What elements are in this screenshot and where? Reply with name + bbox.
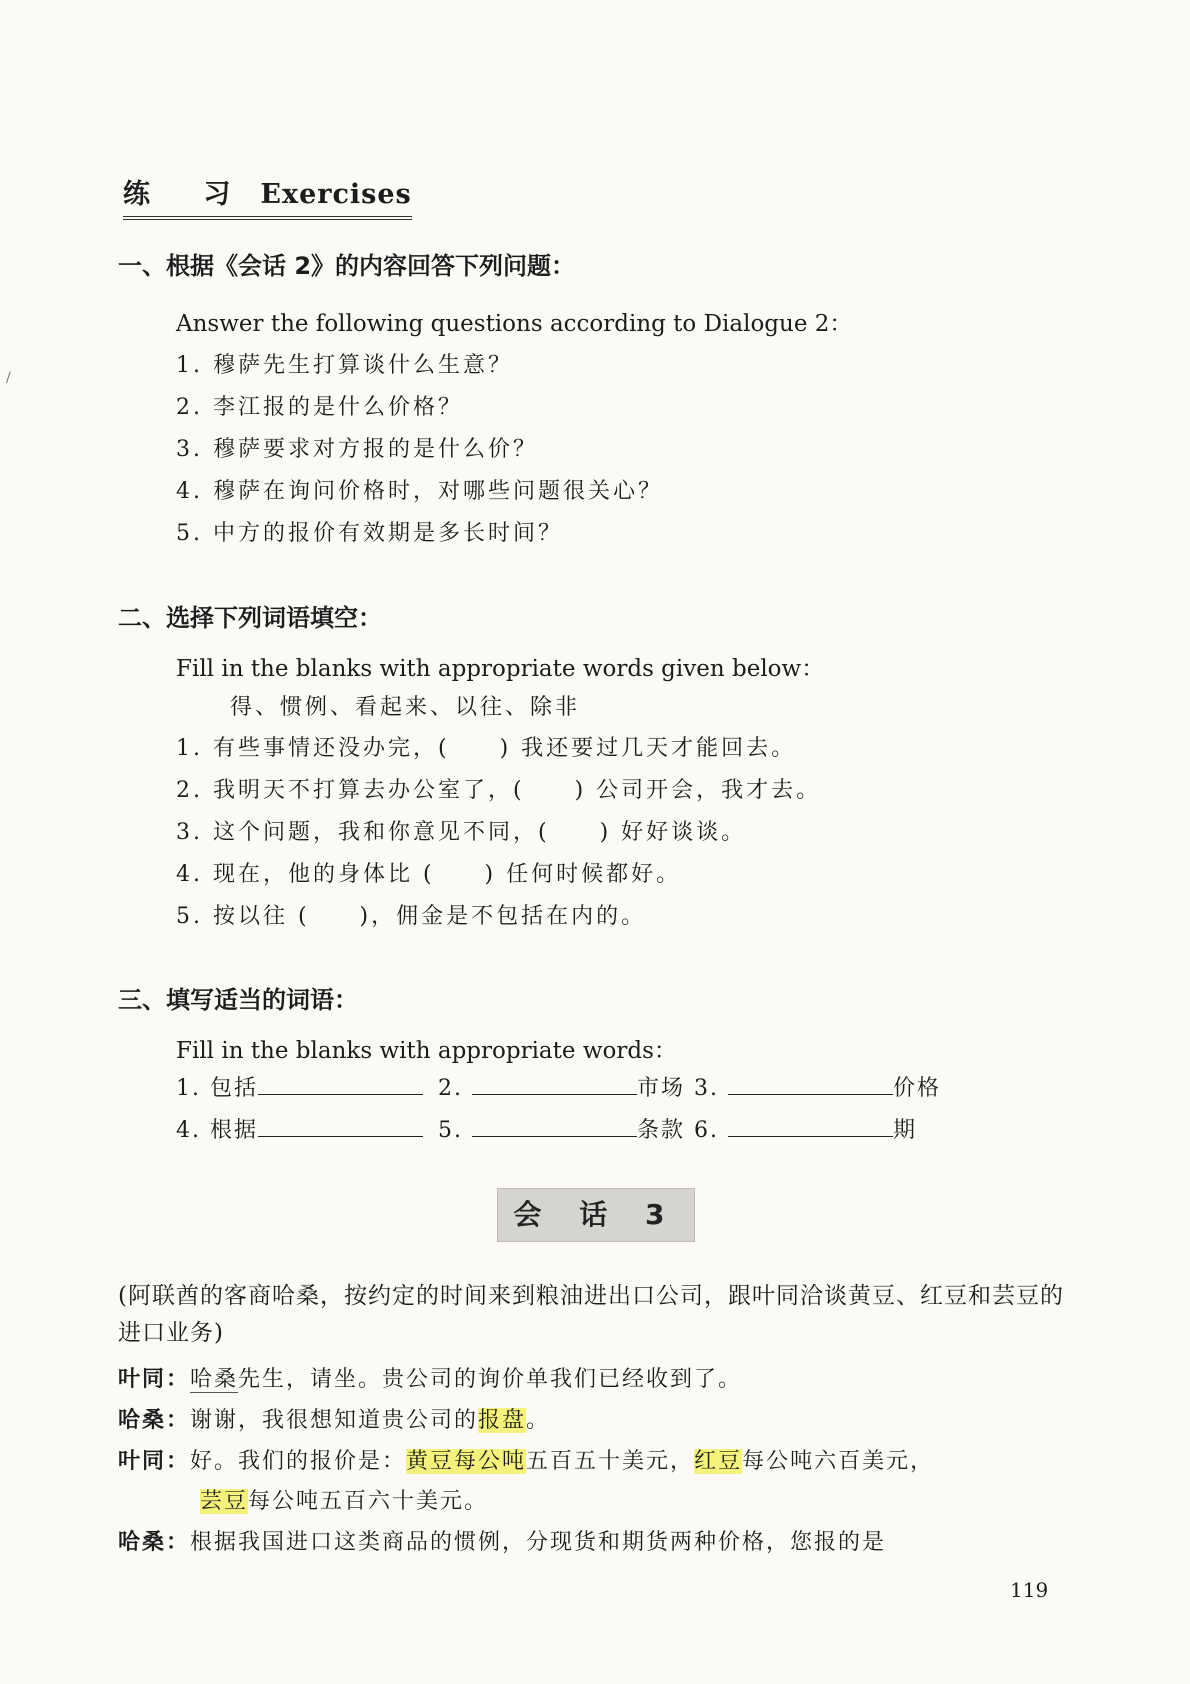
row1-suffix-b: 市场 xyxy=(636,1076,685,1101)
section2-item-1: 1. 有些事情还没办完，( ) 我还要过几天才能回去。 xyxy=(176,736,797,761)
section2-item-3: 3. 这个问题，我和你意见不同，( ) 好好谈谈。 xyxy=(176,820,747,845)
speaker: 叶同： xyxy=(118,1448,191,1474)
speaker: 哈桑： xyxy=(118,1407,191,1433)
scan-mark: / xyxy=(6,370,11,386)
section1-item-2: 2. 李江报的是什么价格？ xyxy=(176,395,463,420)
dialogue-line-4 xyxy=(118,1525,886,1556)
highlighted-term: 报盘 xyxy=(478,1408,527,1433)
highlighted-term: 红豆 xyxy=(694,1449,743,1474)
title-en: Exercises xyxy=(260,179,412,210)
blank-4[interactable] xyxy=(258,1116,423,1137)
line-text: 先生，请坐。贵公司的询价单我们已经收到了。 xyxy=(238,1367,743,1392)
page-title xyxy=(123,172,412,220)
section1-heading: 一、根据《会话 2》的内容回答下列问题： xyxy=(118,252,576,280)
page-number: 119 xyxy=(1010,1578,1049,1602)
section1-item-1: 1. 穆萨先生打算谈什么生意？ xyxy=(176,353,513,378)
section2-word-bank: 得、惯例、看起来、以往、除非 xyxy=(230,695,581,720)
dialogue-context: (阿联酋的客商哈桑，按约定的时间来到粮油进出口公司，跟叶同洽谈黄豆、红豆和芸豆的进口业务) xyxy=(118,1283,1064,1346)
speaker: 叶同： xyxy=(118,1366,191,1392)
blank-2[interactable] xyxy=(472,1074,637,1095)
row1-label-a: 1. 包括 xyxy=(176,1076,258,1101)
underlined-name: 哈桑 xyxy=(190,1367,239,1392)
line-text: 每公吨五百六十美元。 xyxy=(248,1489,489,1514)
line-text-end: 。 xyxy=(526,1408,551,1433)
line-text: 根据我国进口这类商品的惯例，分现货和期货两种价格，您报的是 xyxy=(190,1530,887,1555)
blank-5[interactable] xyxy=(472,1116,637,1137)
section3-row-2 xyxy=(176,1113,917,1144)
row2-label-a: 4. 根据 xyxy=(176,1118,258,1143)
row1-label-c: 3. xyxy=(694,1076,719,1101)
line-text: 五百五十美元， xyxy=(526,1449,695,1474)
highlighted-term: 芸豆 xyxy=(200,1489,249,1514)
line-text: 每公吨六百美元， xyxy=(742,1449,935,1474)
section1-item-4: 4. 穆萨在询问价格时，对哪些问题很关心？ xyxy=(176,479,663,504)
row1-suffix-c: 价格 xyxy=(893,1076,942,1101)
dialogue-banner: 会 话 3 xyxy=(497,1188,695,1242)
blank-3[interactable] xyxy=(728,1074,893,1095)
section2-heading: 二、选择下列词语填空： xyxy=(118,604,382,632)
section3-heading: 三、填写适当的词语： xyxy=(118,986,358,1014)
section3-row-1 xyxy=(176,1071,941,1102)
title-zh: 练 习 xyxy=(123,179,253,210)
section2-item-2: 2. 我明天不打算去办公室了，( ) 公司开会，我才去。 xyxy=(176,778,822,803)
dialogue-line-3-cont xyxy=(200,1484,488,1515)
dialogue-line-3 xyxy=(118,1444,934,1475)
blank-1[interactable] xyxy=(258,1074,423,1095)
highlighted-term: 黄豆每公吨 xyxy=(406,1449,527,1474)
line-text: 谢谢，我很想知道贵公司的 xyxy=(190,1408,479,1433)
row2-label-b: 5. xyxy=(437,1118,463,1143)
section1-instruction: Answer the following questions according to Dialogue 2： xyxy=(176,311,853,337)
line-text: 好。我们的报价是： xyxy=(190,1449,407,1474)
blank-6[interactable] xyxy=(728,1116,893,1137)
section2-item-5: 5. 按以往 ( )，佣金是不包括在内的。 xyxy=(176,904,647,929)
section3-instruction: Fill in the blanks with appropriate words： xyxy=(176,1038,677,1064)
section2-item-4: 4. 现在，他的身体比 ( ) 任何时候都好。 xyxy=(176,862,682,887)
section1-item-3: 3. 穆萨要求对方报的是什么价？ xyxy=(176,437,538,462)
row2-suffix-b: 条款 xyxy=(636,1118,685,1143)
row2-suffix-c: 期 xyxy=(893,1118,918,1143)
row1-label-b: 2. xyxy=(437,1076,463,1101)
row2-label-c: 6. xyxy=(694,1118,719,1143)
dialogue-line-1 xyxy=(118,1362,742,1393)
section2-instruction: Fill in the blanks with appropriate words given below： xyxy=(176,656,825,682)
section1-item-5: 5. 中方的报价有效期是多长时间？ xyxy=(176,521,563,546)
dialogue-line-2 xyxy=(118,1403,550,1434)
speaker: 哈桑： xyxy=(118,1529,191,1555)
